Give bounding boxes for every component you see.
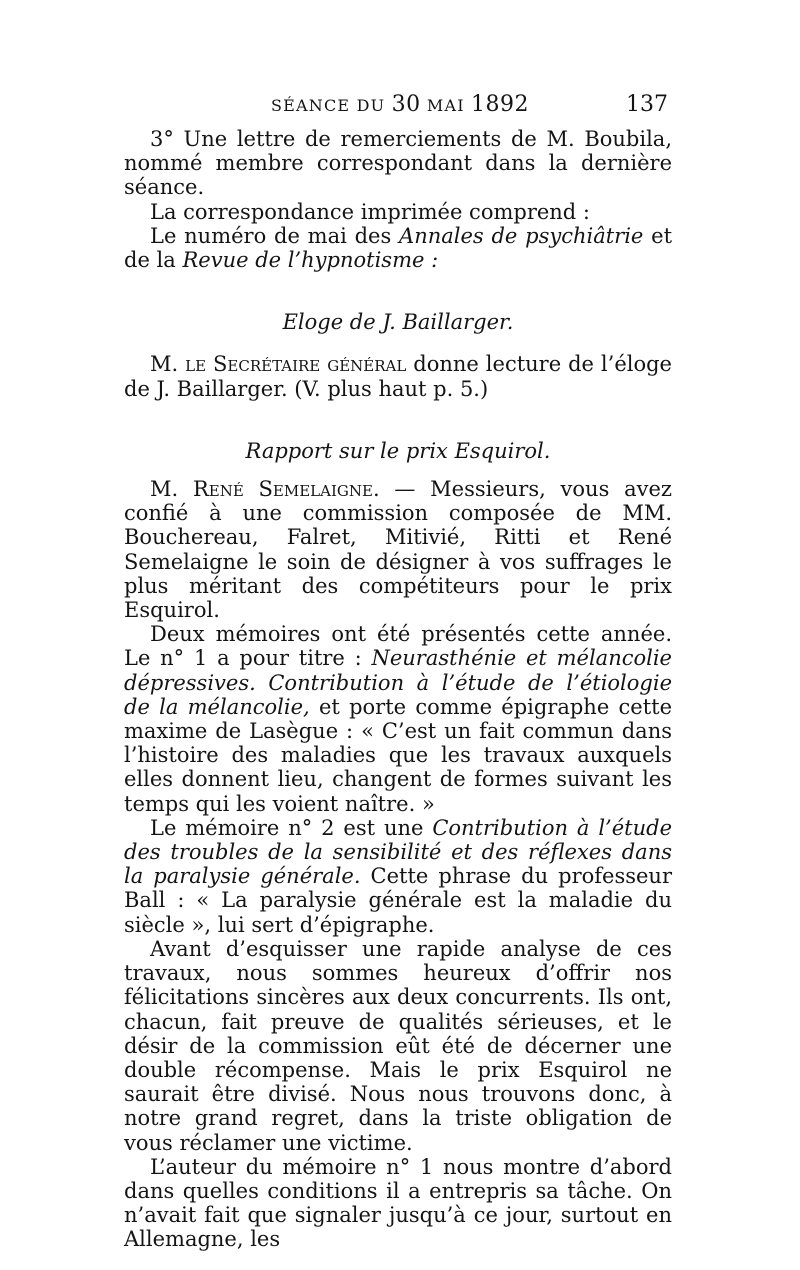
running-title-du: DU <box>350 96 392 115</box>
paragraph-journals <box>124 224 672 272</box>
paragraph-analysis: Avant d’esquisser une rapide analyse de ces travaux, nous sommes heureux d’offrir nos félicitations sincères aux deux concurrents. Ils ont, chacun, fait preuve de qualités sérieuses, et le désir de la commission eût été de décerner une double récompense. Mais le prix Esquirol ne saurait être divisé. Nous nous trouvons donc, à notre grand regret, dans la triste obligation de vous réclamer une victime. <box>124 936 672 1155</box>
paragraph-author: L’auteur du mémoire n° 1 nous montre d’abord dans quelles conditions il a entrepris sa tâche. On n’avait fait que signaler jusqu’à ce jour, surtout en Allemagne, les <box>124 1154 672 1252</box>
section-heading-rapport: Rapport sur le prix Esquirol. <box>245 438 551 463</box>
secretary-title: le Secrétaire général <box>185 352 407 377</box>
commission-text-2: . — Messieurs, vous avez confié à une commission composée de MM. Bouchereau, Falret, Mitivié, Ritti et René Semelaigne le soin de désigner à vos suffrages le plus méritant des compétiteurs pour le prix Esquirol. <box>124 477 672 623</box>
section-heading-eloge: Eloge de J. Baillarger. <box>282 310 514 335</box>
journals-text-1: Le numéro de mai des <box>150 223 400 248</box>
running-head <box>124 92 676 118</box>
memoir-1-text-2: et porte comme épigraphe cette maxime de Lasègue : « C’est un fait commun dans l’histoire des maladies que les travaux auxquels elles donnent lieu, changent de formes suivant les temps qui les voient naître. » <box>124 694 673 816</box>
paragraph-commission <box>124 477 672 622</box>
paragraph-letter: 3° Une lettre de remerciements de M. Boubila, nommé membre correspondant dans la dernière séance. <box>124 127 672 200</box>
page-number: 137 <box>626 92 668 117</box>
journal-title-revue: Revue de l’hypnotisme : <box>182 248 439 273</box>
eloge-text-2: donne lecture de l’éloge de J. Baillarger. (V. plus haut p. 5.) <box>124 352 672 401</box>
running-title-year: 1892 <box>471 92 530 117</box>
memoir-2-text-1: Le mémoire n° 2 est une <box>150 815 433 840</box>
journals-text-2: et de la <box>124 223 673 273</box>
memoir-1-title: Neurasthénie et mélancolie dépressives. Contribution à l’étude de l’étiologie de la mélancolie, <box>124 646 672 719</box>
paragraph-eloge <box>124 352 672 400</box>
memoir-1-text-1: Deux mémoires ont été présentés cette année. Le n° 1 a pour titre : <box>124 622 672 671</box>
eloge-text-1: M. <box>150 352 186 377</box>
running-title <box>124 92 676 117</box>
running-title-seance: SÉANCE <box>270 96 351 115</box>
journal-title-annales: Annales de psychiâtrie <box>399 223 644 248</box>
speaker-name: René Semelaigne <box>192 477 373 502</box>
commission-text-1: M. <box>150 477 193 502</box>
paragraph-memoir-1 <box>124 622 672 816</box>
paragraph-memoir-2 <box>124 816 672 937</box>
memoir-2-title: Contribution à l’étude des troubles de la sensibilité et des réflexes dans la paralysie générale. <box>124 815 672 889</box>
running-title-day: 30 <box>391 92 421 117</box>
body-text <box>124 127 672 1252</box>
running-title-month: MAI <box>420 96 472 115</box>
paragraph-correspondence: La correspondance imprimée comprend : <box>150 199 591 224</box>
memoir-2-text-2: Cette phrase du professeur Ball : « La paralysie générale est la maladie du siècle », lui sert d’épigraphe. <box>124 864 672 937</box>
